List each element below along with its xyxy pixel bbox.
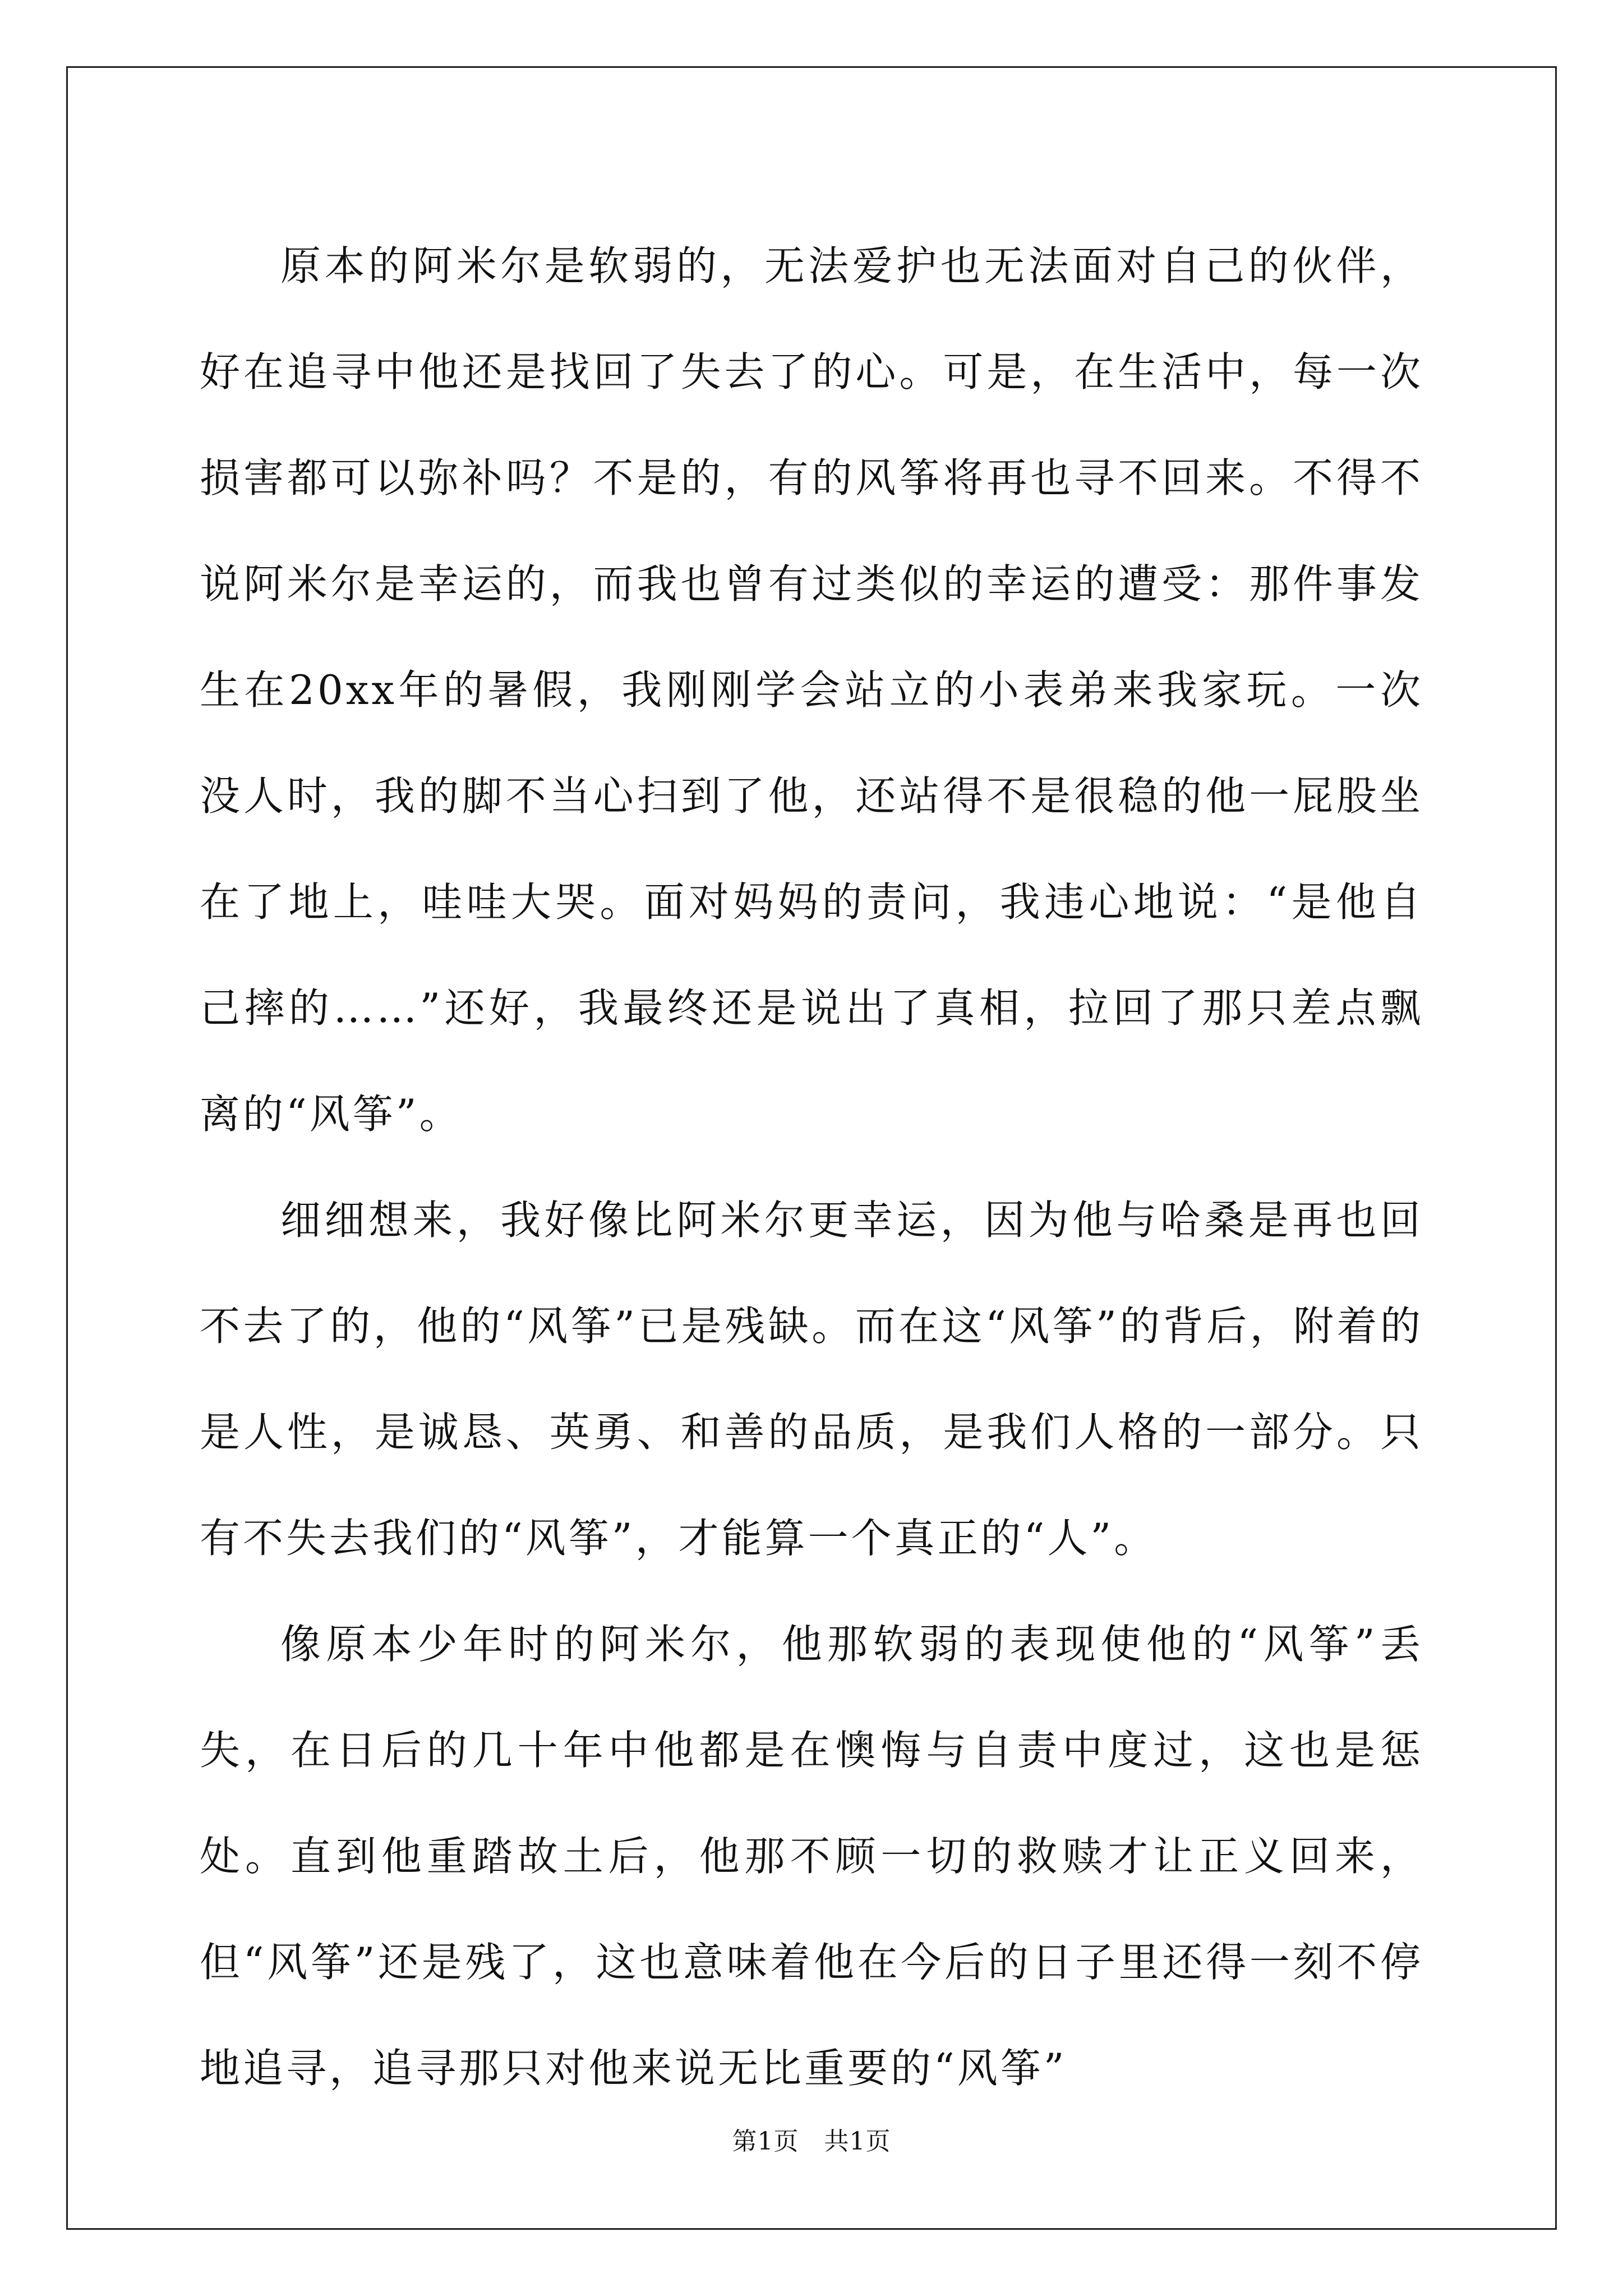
page-number-footer: 第1页 共1页 bbox=[732, 2127, 891, 2156]
paragraph-3: 像原本少年时的阿米尔，他那软弱的表现使他的“风筝”丢失，在日后的几十年中他都是在懊悔与自责中度过，这也是惩处。直到他重踏故土后，他那不顾一切的救赎才让正义回来，但“风筝”还是残了，这也意味着他在今后的日子里还得一刻不停地追寻，追寻那只对他来说无比重要的“风筝” bbox=[200, 1621, 1423, 2092]
document-body bbox=[200, 213, 1423, 2122]
paragraph-2: 细细想来，我好像比阿米尔更幸运，因为他与哈桑是再也回不去了的，他的“风筝”已是残缺。而在这“风筝”的背后，附着的是人性，是诚恳、英勇、和善的品质，是我们人格的一部分。只有不失去我们的“风筝”，才能算一个真正的“人”。 bbox=[200, 1197, 1423, 1562]
paragraph-1: 原本的阿米尔是软弱的，无法爱护也无法面对自己的伙伴，好在追寻中他还是找回了失去了的心。可是，在生活中，每一次损害都可以弥补吗？不是的，有的风筝将再也寻不回来。不得不说阿米尔是幸运的，而我也曾有过类似的幸运的遭受：那件事发生在20xx年的暑假，我刚刚学会站立的小表弟来我家玩。一次没人时，我的脚不当心扫到了他，还站得不是很稳的他一屁股坐在了地上，哇哇大哭。面对妈妈的责问，我违心地说：“是他自己摔的……”还好，我最终还是说出了真相，拉回了那只差点飘离的“风筝”。 bbox=[200, 242, 1423, 1138]
